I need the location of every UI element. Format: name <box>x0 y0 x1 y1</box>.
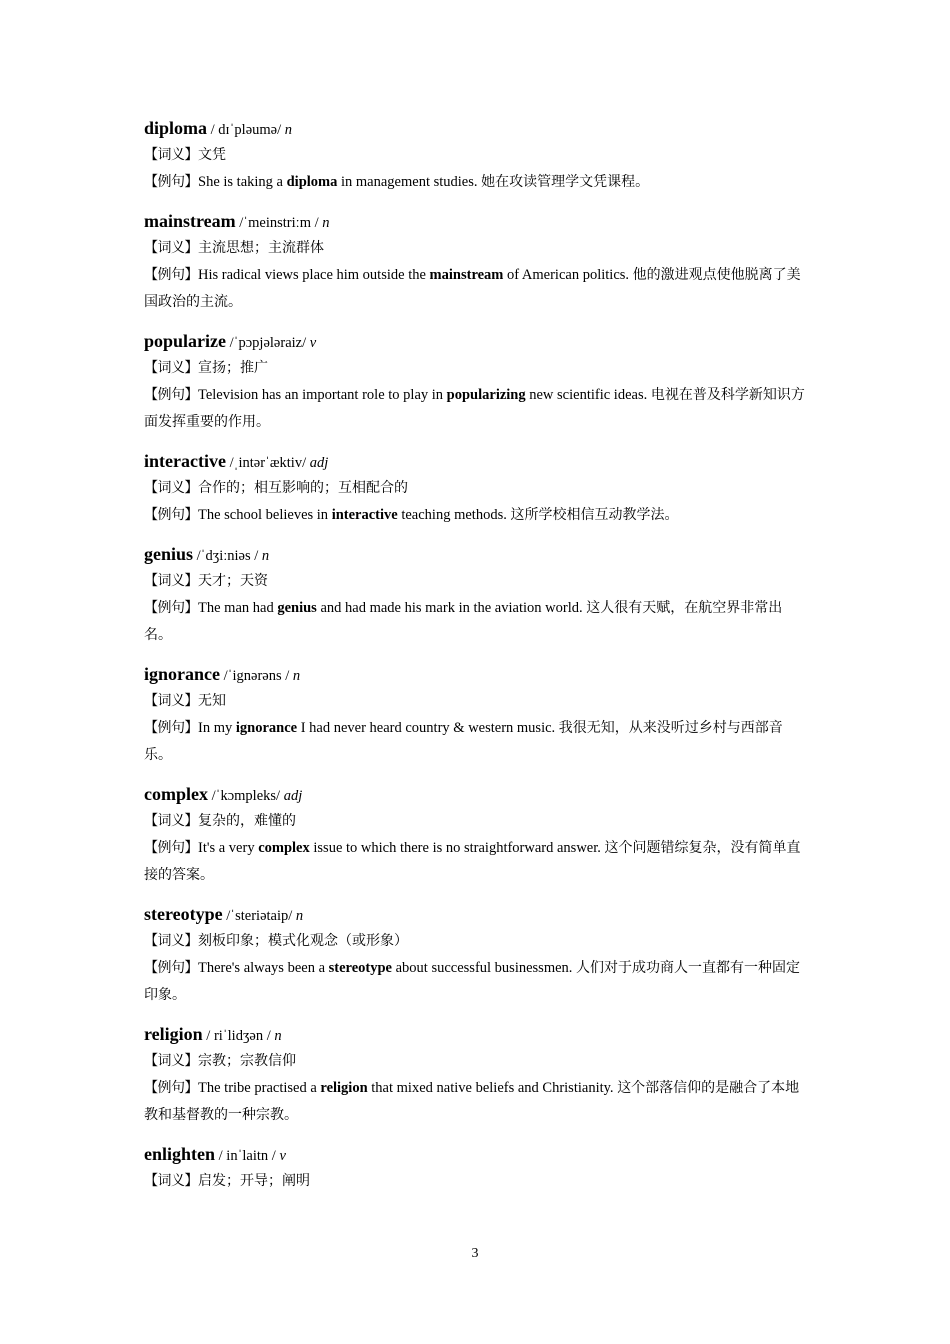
entry-religion <box>144 1022 808 1129</box>
example-line <box>144 595 808 649</box>
pronunciation: /ˈsteriətaip/ <box>222 908 296 924</box>
example-text-post: in management studies. <box>337 174 482 190</box>
entry-head <box>144 449 808 475</box>
example-text-pre: In my <box>198 720 236 736</box>
entry-enlighten <box>144 1142 808 1195</box>
entry-head <box>144 209 808 235</box>
pronunciation: / inˈlaitn / <box>215 1148 280 1164</box>
meaning-label: 【词义】 <box>144 813 198 829</box>
meaning-line <box>144 1168 808 1195</box>
part-of-speech: v <box>309 335 317 351</box>
meaning-text: 刻板印象；模式化观念（或形象） <box>198 933 408 949</box>
example-text-pre: The man had <box>198 600 278 616</box>
meaning-label: 【词义】 <box>144 480 198 496</box>
part-of-speech: v <box>279 1148 286 1164</box>
example-headword: popularizing <box>446 387 526 403</box>
example-headword: genius <box>277 600 317 616</box>
headword: genius <box>144 544 194 564</box>
headword: popularize <box>144 331 227 351</box>
meaning-label: 【词义】 <box>144 573 198 589</box>
meaning-text: 合作的；相互影响的；互相配合的 <box>198 480 408 496</box>
part-of-speech: n <box>261 548 270 564</box>
meaning-label: 【词义】 <box>144 933 198 949</box>
meaning-line <box>144 235 808 262</box>
entry-ignorance <box>144 662 808 769</box>
meaning-text: 文凭 <box>198 147 226 163</box>
example-translation: 这人很有天赋，在航空界非常出名。 <box>144 600 783 643</box>
meaning-label: 【词义】 <box>144 693 198 709</box>
example-line <box>144 169 808 196</box>
meaning-label: 【词义】 <box>144 1173 198 1189</box>
headword: complex <box>144 784 208 804</box>
pronunciation: /ˈpɔpjələraiz/ <box>226 335 310 351</box>
meaning-label: 【词义】 <box>144 360 198 376</box>
example-translation: 我很无知，从来没听过乡村与西部音乐。 <box>144 720 783 763</box>
entry-mainstream <box>144 209 808 316</box>
example-headword: stereotype <box>328 960 392 976</box>
meaning-text: 宗教；宗教信仰 <box>198 1053 296 1069</box>
example-label: 【例句】 <box>144 174 198 190</box>
example-line <box>144 382 808 436</box>
pronunciation: /ˈmeinstriːm / <box>235 215 323 231</box>
headword: interactive <box>144 451 226 471</box>
example-text-post: about successful businessmen. <box>392 960 577 976</box>
example-headword: complex <box>258 840 310 856</box>
example-label: 【例句】 <box>144 387 198 403</box>
meaning-label: 【词义】 <box>144 147 198 163</box>
meaning-text: 天才；天资 <box>198 573 268 589</box>
example-label: 【例句】 <box>144 720 198 736</box>
headword: diploma <box>144 118 208 138</box>
pronunciation: /ˈignərəns / <box>220 668 293 684</box>
entry-head <box>144 782 808 808</box>
part-of-speech: adj <box>309 455 329 471</box>
example-headword: ignorance <box>235 720 298 736</box>
part-of-speech: n <box>284 122 292 138</box>
headword: mainstream <box>144 211 236 231</box>
example-translation: 人们对于成功商人一直都有一种固定印象。 <box>144 960 801 1003</box>
meaning-line <box>144 568 808 595</box>
example-translation: 这所学校相信互动教学法。 <box>510 507 679 523</box>
example-text-post: of American politics. <box>503 267 633 283</box>
example-line <box>144 1075 808 1129</box>
example-text-pre: The tribe practised a <box>198 1080 321 1096</box>
meaning-line <box>144 808 808 835</box>
part-of-speech: n <box>295 908 304 924</box>
entry-complex <box>144 782 808 889</box>
meaning-label: 【词义】 <box>144 240 198 256</box>
example-line <box>144 502 808 529</box>
example-headword: diploma <box>286 174 338 190</box>
entry-head <box>144 1142 808 1168</box>
example-translation: 她在攻读管理学文凭课程。 <box>481 174 650 190</box>
entry-head <box>144 542 808 568</box>
meaning-line <box>144 1048 808 1075</box>
entry-head <box>144 902 808 928</box>
pronunciation: / riˈlidʒən / <box>202 1028 275 1044</box>
meaning-line <box>144 688 808 715</box>
example-label: 【例句】 <box>144 840 198 856</box>
part-of-speech: n <box>322 215 330 231</box>
meaning-line <box>144 475 808 502</box>
example-label: 【例句】 <box>144 267 198 283</box>
example-line <box>144 955 808 1009</box>
entry-head <box>144 329 808 355</box>
example-text-pre: It's a very <box>198 840 259 856</box>
example-text-pre: There's always been a <box>198 960 329 976</box>
page-number: 3 <box>471 1246 479 1261</box>
example-label: 【例句】 <box>144 1080 198 1096</box>
meaning-line <box>144 928 808 955</box>
entry-genius <box>144 542 808 649</box>
meaning-text: 启发；开导；阐明 <box>198 1173 310 1189</box>
example-line <box>144 835 808 889</box>
meaning-line <box>144 142 808 169</box>
example-line <box>144 262 808 316</box>
meaning-text: 无知 <box>198 693 226 709</box>
pronunciation: /ˌintərˈæktiv/ <box>225 455 310 471</box>
example-text-pre: She is taking a <box>198 174 287 190</box>
headword: ignorance <box>144 664 220 684</box>
pronunciation: / dɪˈpləumə/ <box>207 122 285 138</box>
part-of-speech: adj <box>283 788 303 804</box>
example-text-pre: His radical views place him outside the <box>198 267 430 283</box>
example-text-post: new scientific ideas. <box>525 387 651 403</box>
example-text-pre: The school believes in <box>198 507 332 523</box>
example-label: 【例句】 <box>144 600 198 616</box>
entry-diploma <box>144 116 808 196</box>
example-translation: 这个部落信仰的是融合了本地教和基督教的一种宗教。 <box>144 1080 800 1123</box>
example-headword: mainstream <box>429 267 504 283</box>
part-of-speech: n <box>274 1028 282 1044</box>
example-text-post: teaching methods. <box>397 507 511 523</box>
meaning-text: 主流思想；主流群体 <box>198 240 324 256</box>
pronunciation: /ˈdʒiːniəs / <box>193 548 262 564</box>
part-of-speech: n <box>292 668 301 684</box>
example-headword: religion <box>320 1080 368 1096</box>
headword: stereotype <box>144 904 223 924</box>
example-text-post: issue to which there is no straightforward answer. <box>309 840 605 856</box>
dictionary-entries <box>144 116 808 1208</box>
example-translation: 电视在普及科学新知识方面发挥重要的作用。 <box>144 387 805 430</box>
example-text-pre: Television has an important role to play in <box>198 387 447 403</box>
example-text-post: I had never heard country & western music. <box>297 720 559 736</box>
example-translation: 这个问题错综复杂，没有简单直接的答案。 <box>144 840 801 883</box>
entry-head <box>144 1022 808 1048</box>
example-line <box>144 715 808 769</box>
example-headword: interactive <box>331 507 398 523</box>
example-translation: 他的激进观点使他脱离了美国政治的主流。 <box>144 267 801 310</box>
meaning-text: 复杂的，难懂的 <box>198 813 296 829</box>
entry-popularize <box>144 329 808 436</box>
meaning-text: 宣扬；推广 <box>198 360 268 376</box>
headword: enlighten <box>144 1144 216 1164</box>
example-label: 【例句】 <box>144 507 198 523</box>
meaning-line <box>144 355 808 382</box>
entry-stereotype <box>144 902 808 1009</box>
pronunciation: /ˈkɔmpleks/ <box>207 788 284 804</box>
entry-interactive <box>144 449 808 529</box>
entry-head <box>144 116 808 142</box>
entry-head <box>144 662 808 688</box>
example-text-post: that mixed native beliefs and Christianity. <box>367 1080 618 1096</box>
example-text-post: and had made his mark in the aviation world. <box>316 600 587 616</box>
example-label: 【例句】 <box>144 960 198 976</box>
meaning-label: 【词义】 <box>144 1053 198 1069</box>
headword: religion <box>144 1024 203 1044</box>
